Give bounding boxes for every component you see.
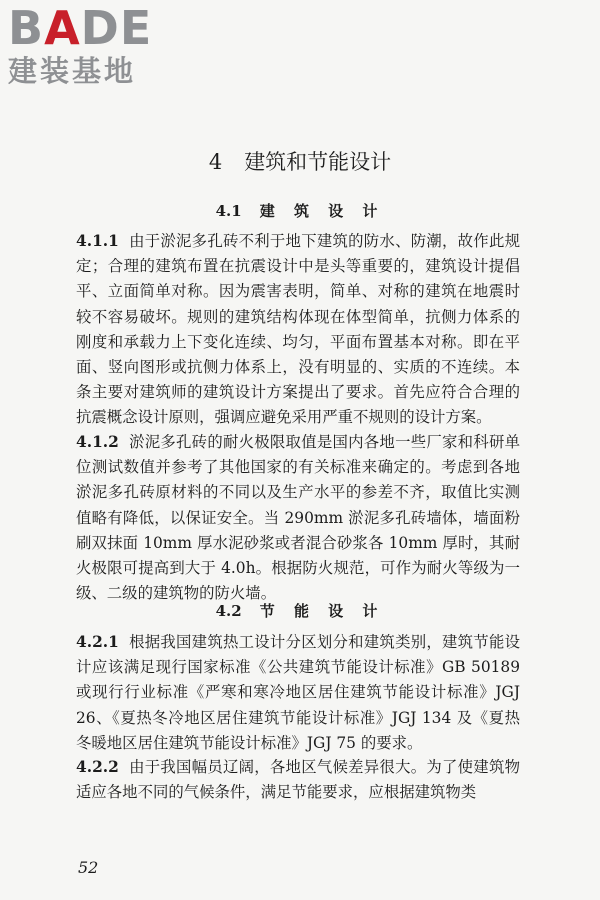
chapter-title-text: 建筑和节能设计 bbox=[244, 150, 392, 174]
bade-logo bbox=[8, 1, 178, 88]
clause-text: 由于我国幅员辽阔，各地区气候差异很大。为了使建筑物适应各地不同的气候条件，满足节能要求，应根据建筑物类 bbox=[76, 758, 520, 802]
clause-text: 淤泥多孔砖的耐火极限取值是国内各地一些厂家和科研单位测试数值并参考了其他国家的有关标准来确定的。考虑到各地淤泥多孔砖原材料的不同以及生产水平的参差不齐，取值比实测值略有降低，以保证安全。当 290mm 淤泥多孔砖墙体，墙面粉刷双抹面 10mm 厚水泥砂浆或者混合砂浆各 10mm 厚时，其耐火极限可提高到大于 4.0h。根据防火规范，可作为耐火等级为一级、二级的建筑物的防火墙。 bbox=[76, 433, 520, 603]
clause-4-2-1 bbox=[76, 630, 520, 756]
clause-4-1-2 bbox=[76, 430, 520, 606]
clause-text: 由于淤泥多孔砖不利于地下建筑的防水、防潮，故作此规定；合理的建筑布置在抗震设计中是头等重要的，建筑设计提倡平、立面简单对称。因为震害表明，简单、对称的建筑在地震时较不容易破坏。规则的建筑结构体现在体型简单，抗侧力体系的刚度和承载力上下变化连续、均匀，平面布置基本对称。即在平面、竖向图形或抗侧力体系上，没有明显的、实质的不连续。本条主要对建筑师的建筑设计方案提出了要求。首先应符合合理的抗震概念设计原则，强调应避免采用严重不规则的设计方案。 bbox=[76, 232, 520, 427]
clause-text: 根据我国建筑热工设计分区划分和建筑类别，建筑节能设计应该满足现行国家标准《公共建筑节能设计标准》GB 50189 或现行行业标准《严寒和寒冷地区居住建筑节能设计标准》JGJ 26、《夏热冬冷地区居住建筑节能设计标准》JGJ 134 及《夏热冬暖地区居住建筑节能设计标准》JGJ 75 的要求。 bbox=[76, 633, 520, 752]
logo-subtitle: 建装基地 bbox=[8, 54, 137, 88]
chapter-number: 4 bbox=[208, 150, 223, 174]
page-number: 52 bbox=[78, 858, 99, 877]
clause-4-2-2 bbox=[76, 755, 520, 805]
logo-wordmark: BADE bbox=[8, 1, 153, 55]
clause-number: 4.1.2 bbox=[76, 433, 119, 451]
clause-number: 4.1.1 bbox=[76, 232, 119, 250]
section-title-4-2: 4.2 节 能 设 计 bbox=[215, 602, 385, 620]
section-title-4-1: 4.1 建 筑 设 计 bbox=[215, 202, 385, 220]
clause-4-1-1 bbox=[76, 229, 520, 431]
clause-number: 4.2.2 bbox=[76, 758, 119, 776]
clause-number: 4.2.1 bbox=[76, 633, 119, 651]
chapter-title bbox=[0, 146, 600, 176]
